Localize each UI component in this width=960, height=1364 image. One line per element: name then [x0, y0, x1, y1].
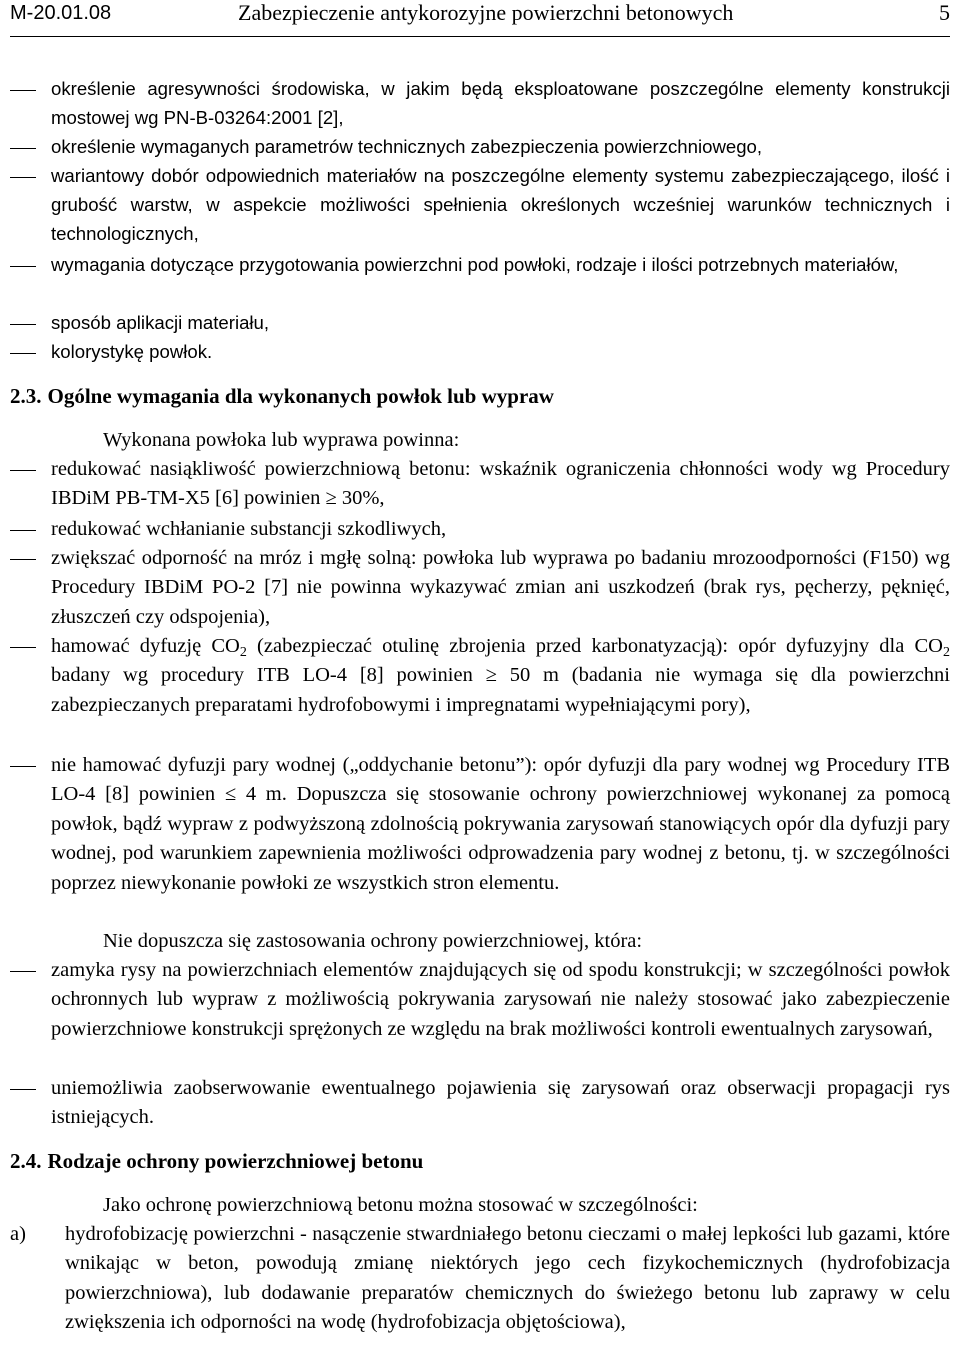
dash-bullet-icon — [10, 161, 38, 190]
dash-bullet-icon — [10, 250, 38, 279]
list-item: zamyka rysy na powierzchniach elementów znajdujących się od spodu konstrukcji; w szczególności powłok ochronnych lub wypraw z możliwością pokrywania zarysowań nie należy stosować jako zabezpieczenie powierzchniowe konstrukcji sprężonych ze względu na brak możliwości kontroli ewentualnych zarysowań, — [10, 956, 950, 1044]
list-item: określenie agresywności środowiska, w jakim będą eksploatowane poszczególne elementy konstrukcji mostowej wg PN-B-03264:2001 [2], — [10, 74, 950, 132]
header-title: Zabezpieczenie antykorozyjne powierzchni betonowych — [238, 0, 734, 25]
dash-bullet-icon — [10, 308, 38, 337]
list-item: redukować wchłanianie substancji szkodliwych, — [10, 515, 950, 544]
section-intro-2: Nie dopuszcza się zastosowania ochrony powierzchniowej, która: — [103, 930, 643, 952]
list-item: a) hydrofobizację powierzchni - nasączenie stwardniałego betonu cieczami o małej lepkości lub gazami, które wnikając w beton, powodują zmianę niektórych jego cech fizykochemicznych (hydrofobizacja powierzchniowa), lub dodawanie preparatów chemicznych do świeżego betonu lub zaprawy w celu zwiększenia ich odporności na wodę (hydrofobizacja objętościowa), — [10, 1220, 950, 1338]
page-header — [10, 0, 950, 37]
spec-code: M-20.01.08 — [10, 2, 112, 24]
list-item: hamować dyfuzję $CO_2$ (zabezpieczać otulinę zbrojenia przed karbonatyzacją): opór dyfuzyjny dla $CO_2$ badany wg procedury ITB LO-4 [8] powinien ≥ 50 m (badania nie wymaga się dla powierzchni zabezpieczanych preparatami hydrofobowymi i impregnatami wypełniającymi pory), — [10, 632, 950, 720]
dash-bullet-icon — [10, 751, 38, 780]
section-intro: Wykonana powłoka lub wyprawa powinna: — [103, 429, 460, 451]
dash-bullet-icon — [10, 1074, 38, 1103]
list-item: zwiększać odporność na mróz i mgłę solną: powłoka lub wyprawa po badaniu mrozoodporności (F150) wg Procedury IBDiM PO-2 [7] nie powinna wykazywać zmian ani uszkodzeń (brak rys, pęcherzy, pęknięć, złuszczeń czy odspojenia), — [10, 544, 950, 632]
list-item: kolorystykę powłok. — [10, 337, 950, 366]
dash-bullet-icon — [10, 455, 38, 484]
page-number: 5 — [939, 0, 950, 25]
list-item: sposób aplikacji materiału, — [10, 308, 950, 337]
section-heading-2-3: 2.3. Ogólne wymagania dla wykonanych powłok lub wypraw — [10, 384, 554, 408]
section-heading-2-4: 2.4. Rodzaje ochrony powierzchniowej betonu — [10, 1149, 424, 1173]
dash-bullet-icon — [10, 337, 38, 366]
list-item: wariantowy dobór odpowiednich materiałów na poszczególne elementy systemu zabezpieczającego, ilość i grubość warstw, w aspekcie możliwości spełnienia określonych wcześniej warunków technicznych i technologicznych, — [10, 161, 950, 248]
section-intro: Jako ochronę powierzchniową betonu można stosować w szczególności: — [103, 1194, 698, 1216]
list-marker: a) — [10, 1223, 26, 1245]
dash-bullet-icon — [10, 544, 38, 573]
dash-bullet-icon — [10, 515, 38, 544]
dash-bullet-icon — [10, 632, 38, 661]
list-item: wymagania dotyczące przygotowania powierzchni pod powłoki, rodzaje i ilości potrzebnych materiałów, — [10, 250, 950, 279]
list-item: uniemożliwia zaobserwowanie ewentualnego pojawienia się zarysowań oraz obserwacji propagacji rys istniejących. — [10, 1074, 950, 1133]
list-item: redukować nasiąkliwość powierzchniową betonu: wskaźnik ograniczenia chłonności wody wg Procedury IBDiM PB-TM-X5 [6] powinien ≥ 30%, — [10, 455, 950, 514]
dash-bullet-icon — [10, 132, 38, 161]
list-item: nie hamować dyfuzji pary wodnej („oddychanie betonu”): opór dyfuzji dla pary wodnej wg Procedury ITB LO-4 [8] powinien ≤ 4 m. Dopuszcza się stosowanie ochrony powierzchniowej wykonanej za pomocą powłok, bądź wypraw z podwyższoną zdolnością pokrywania zarysowań stanowiących opór dla dyfuzji pary wodnej, pod warunkiem zapewnienia możliwości odprowadzenia pary wodnej z betonu, tj. w szczególności poprzez niewykonanie powłoki ze wszystkich stron elementu. — [10, 751, 950, 898]
dash-bullet-icon — [10, 74, 38, 103]
list-item: określenie wymaganych parametrów technicznych zabezpieczenia powierzchniowego, — [10, 132, 950, 161]
dash-bullet-icon — [10, 956, 38, 985]
